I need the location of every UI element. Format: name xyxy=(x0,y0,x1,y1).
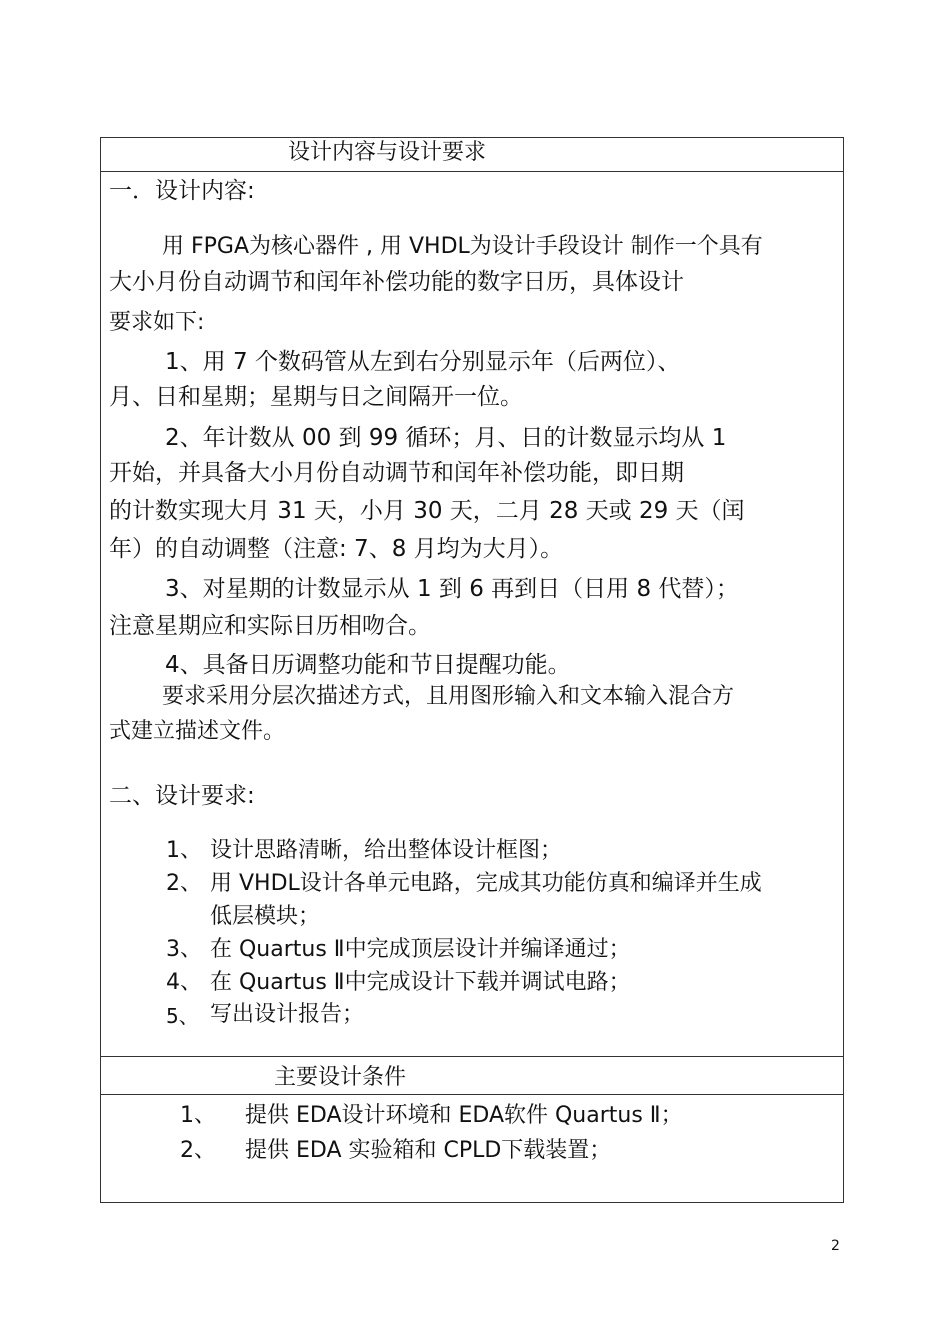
requirement-number: 2、 xyxy=(166,871,202,896)
content-item-line: 3、对星期的计数显示从 1 到 6 再到日（日用 8 代替）； xyxy=(165,576,739,602)
section-header-main-conditions: 主要设计条件 xyxy=(274,1065,407,1090)
content-item-line: 年）的自动调整（注意: 7、8 月均为大月）。 xyxy=(109,536,564,562)
content-item-line: 注意星期应和实际日历相吻合。 xyxy=(109,613,431,639)
note-line: 式建立描述文件。 xyxy=(109,719,286,744)
requirement-text: 设计思路清晰，给出整体设计框图； xyxy=(210,838,563,863)
content-item-line: 4、具备日历调整功能和节日提醒功能。 xyxy=(165,652,571,678)
table-divider xyxy=(100,1056,844,1057)
page-number: 2 xyxy=(831,1238,840,1254)
requirement-number: 5、 xyxy=(166,1004,199,1028)
intro-line: 用 FPGA为核心器件 , 用 VHDL为设计手段设计 制作一个具有 xyxy=(162,234,763,259)
table-divider xyxy=(100,1094,844,1095)
design-content-heading: 一．设计内容: xyxy=(109,178,255,204)
requirement-text: 用 VHDL设计各单元电路，完成其功能仿真和编译并生成 xyxy=(210,871,762,896)
content-item-line: 的计数实现大月 31 天，小月 30 天，二月 28 天或 29 天（闰 xyxy=(109,498,745,524)
section-header-design-content: 设计内容与设计要求 xyxy=(288,140,487,165)
requirement-number: 4、 xyxy=(166,970,202,995)
requirement-number: 3、 xyxy=(166,937,202,962)
condition-number: 2、 xyxy=(180,1138,216,1163)
design-requirements-heading: 二、设计要求: xyxy=(109,783,255,809)
content-item-line: 2、年计数从 00 到 99 循环；月、日的计数显示均从 1 xyxy=(165,425,727,451)
requirement-text: 在 Quartus Ⅱ中完成设计下载并调试电路； xyxy=(210,970,631,995)
condition-number: 1、 xyxy=(180,1103,216,1128)
requirement-text: 在 Quartus Ⅱ中完成顶层设计并编译通过； xyxy=(210,937,631,962)
intro-line: 大小月份自动调节和闰年补偿功能的数字日历，具体设计 xyxy=(109,269,684,295)
note-line: 要求采用分层次描述方式，且用图形输入和文本输入混合方 xyxy=(162,684,735,709)
requirement-number: 1、 xyxy=(166,838,202,863)
condition-text: 提供 EDA设计环境和 EDA软件 Quartus Ⅱ； xyxy=(245,1103,683,1128)
intro-line: 要求如下: xyxy=(109,310,205,335)
content-item-line: 1、用 7 个数码管从左到右分别显示年（后两位）、 xyxy=(165,349,681,375)
content-item-line: 月、日和星期；星期与日之间隔开一位。 xyxy=(109,384,523,410)
table-divider xyxy=(100,171,844,172)
condition-text: 提供 EDA 实验箱和 CPLD下载装置； xyxy=(245,1138,612,1163)
content-item-line: 开始，并具备大小月份自动调节和闰年补偿功能，即日期 xyxy=(109,460,684,486)
requirement-text: 低层模块； xyxy=(210,904,321,929)
requirement-text: 写出设计报告； xyxy=(210,1002,365,1027)
